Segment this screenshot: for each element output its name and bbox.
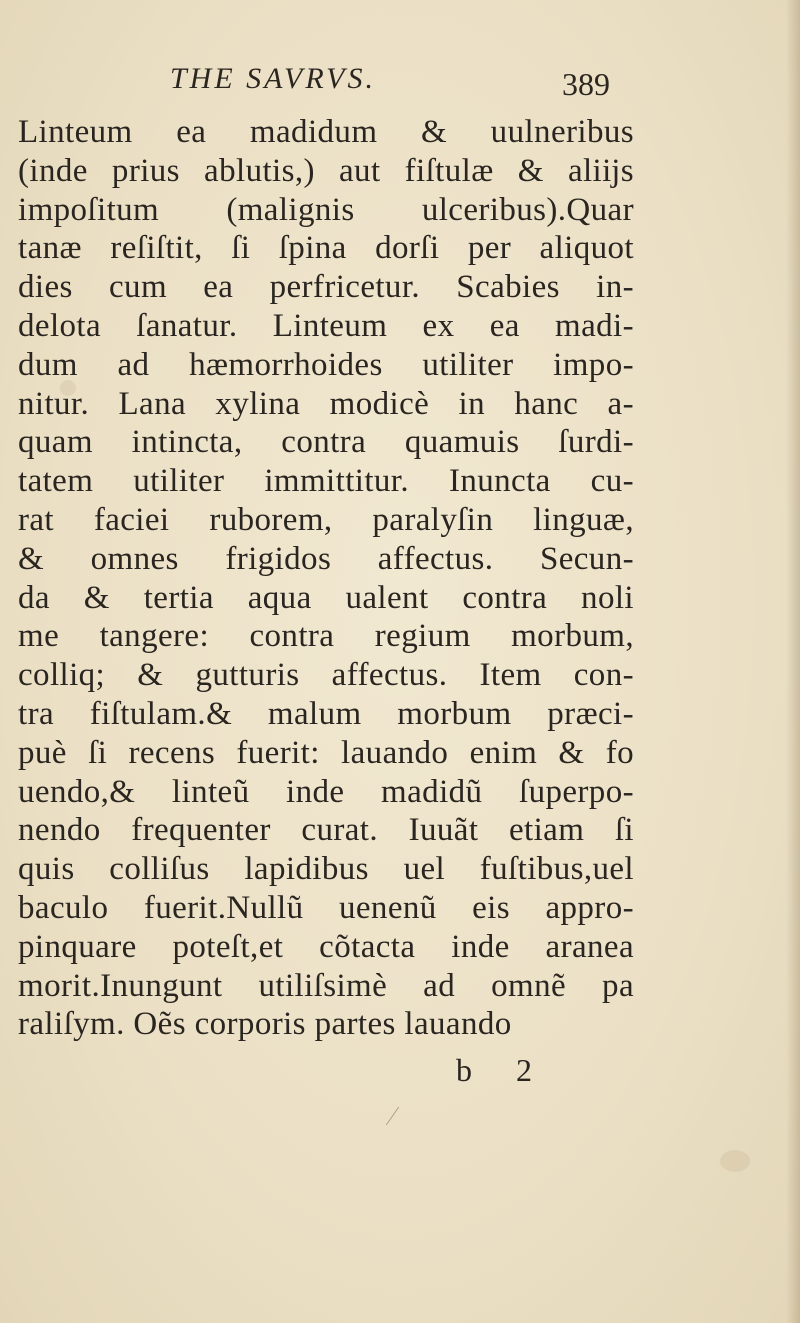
text-line: me tangere: contra regium morbum, (18, 618, 634, 655)
text-line: tatem utiliter immittitur. Inuncta cu- (18, 463, 634, 500)
text-line: Linteum ea madidum & uulneribus (18, 114, 634, 150)
page-edge-shadow (786, 0, 800, 1323)
text-line: impoſitum (malignis ulceribus).Quar (18, 191, 634, 228)
page-number: 389 (562, 66, 610, 102)
text-line: pinquare poteſt,et cõtacta inde aranea (18, 928, 634, 965)
text-line: quam intincta, contra quamuis ſurdi- (18, 424, 634, 461)
text-line: nendo frequenter curat. Iuuãt etiam ſi (18, 812, 634, 849)
text-line: da & tertia aqua ualent contra noli (18, 579, 634, 616)
text-line: baculo fuerit.Nullũ uenenũ eis appro- (18, 889, 634, 926)
text-line: colliq; & gutturis affectus. Item con- (18, 657, 634, 694)
running-title: THE SAVRVS. (170, 62, 376, 95)
text-line: delota ſanatur. Linteum ex ea madi- (18, 307, 634, 344)
text-line: rat faciei ruborem, paralyſin linguæ, (18, 501, 634, 538)
paper-stain (720, 1150, 750, 1172)
text-line: nitur. Lana xylina modicè in hanc a- (18, 385, 634, 422)
text-line: (inde prius ablutis,) aut fiſtulæ & aliĳs (18, 152, 634, 189)
text-line: raliſym. Oẽs corporis partes lauando (18, 1006, 512, 1043)
text-line: tanæ reſiſtit, ſi ſpina dorſi per aliquot (18, 230, 634, 267)
text-line: uendo,& linteũ inde madidũ ſuperpo- (18, 773, 634, 810)
text-line: & omnes frigidos affectus. Secun- (18, 540, 634, 577)
body-text (18, 113, 634, 1044)
signature-mark: b 2 (456, 1052, 550, 1088)
text-line: morit.Inungunt utiliſsimè ad omnẽ pa (18, 967, 634, 1004)
ink-mark (386, 1107, 399, 1126)
text-line: tra fiſtulam.& malum morbum præci- (18, 695, 634, 732)
text-line: quis colliſus lapidibus uel fuſtibus,uel (18, 851, 634, 888)
running-head (170, 62, 610, 106)
text-line: dies cum ea perfricetur. Scabies in- (18, 269, 634, 306)
text-line: dum ad hæmorrhoides utiliter impo- (18, 346, 634, 383)
text-line: puè ſi recens fuerit: lauando enim & fo (18, 734, 634, 771)
